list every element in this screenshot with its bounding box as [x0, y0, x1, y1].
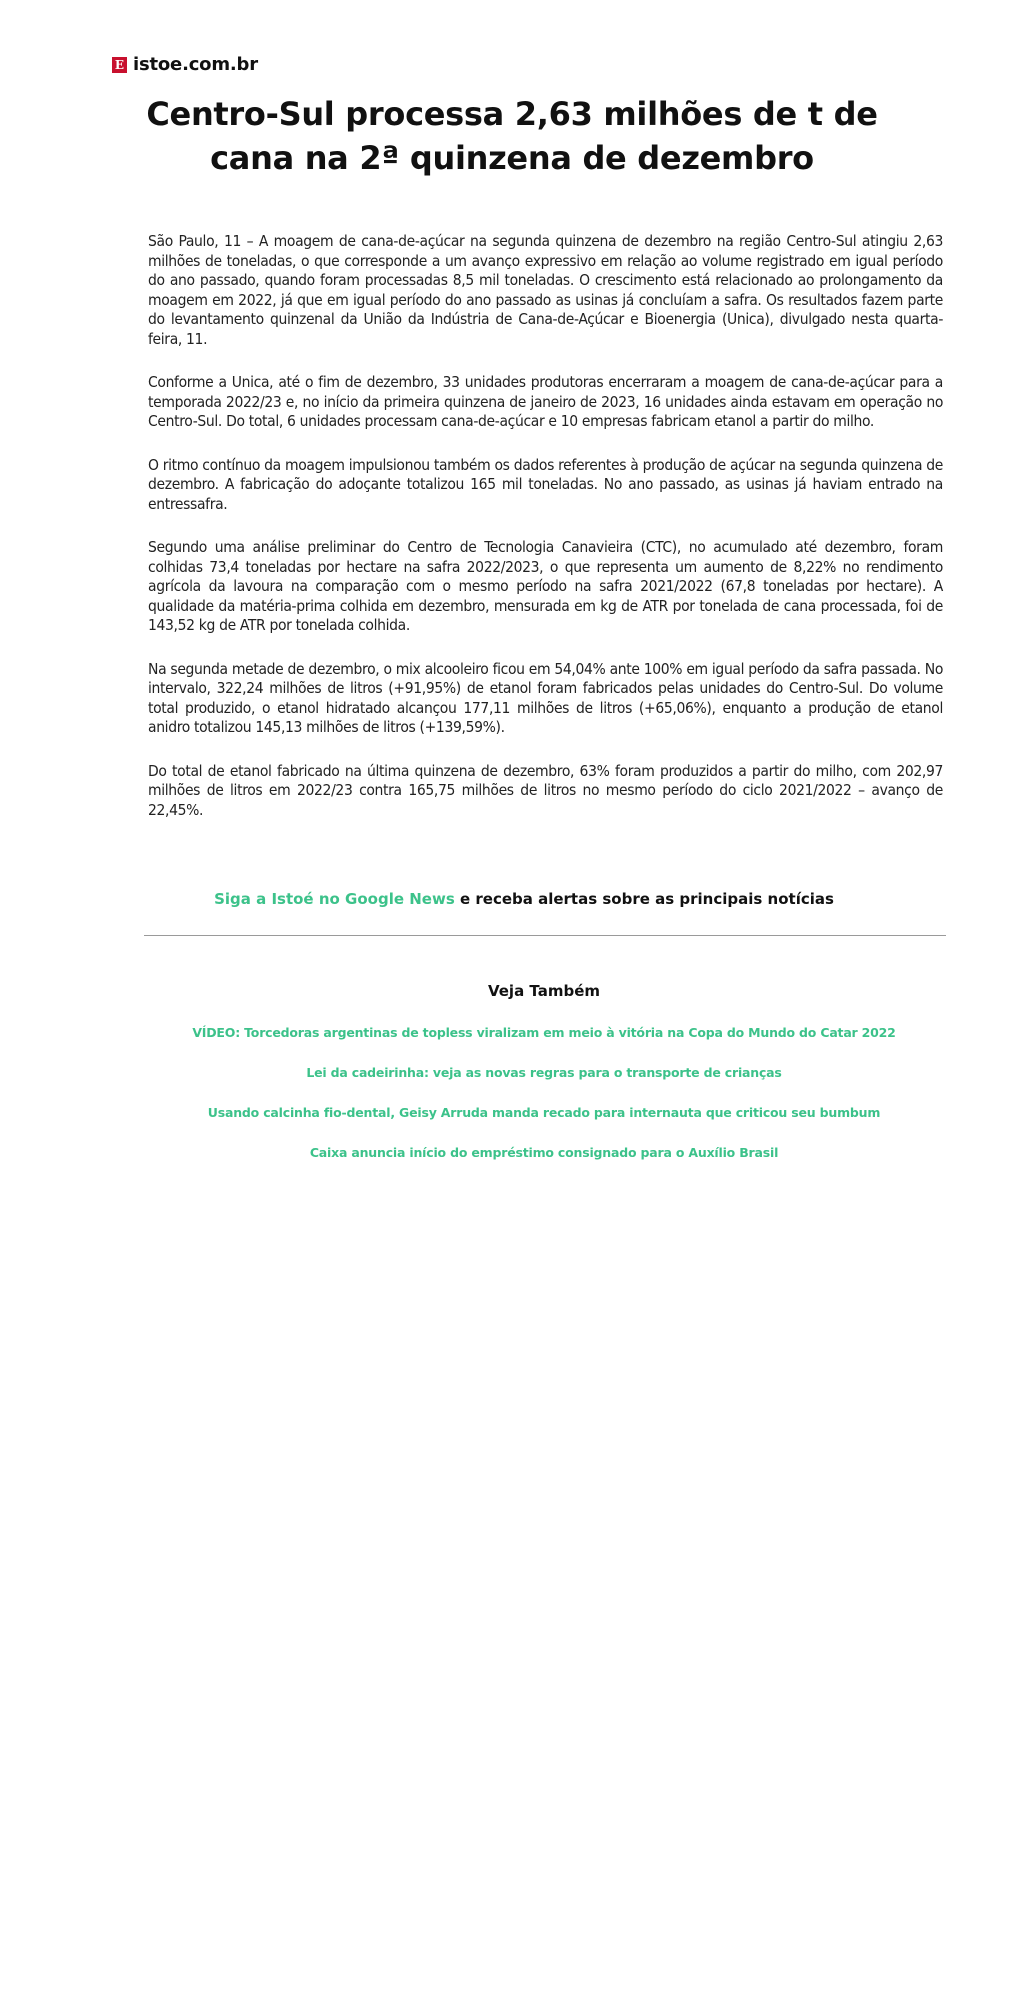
related-title: Veja Também — [487, 982, 601, 1000]
site-header — [112, 52, 258, 76]
related-link[interactable]: VÍDEO: Torcedoras argentinas de topless viralizam em meio à vitória na Copa do Mundo do Catar 2022 — [192, 1025, 896, 1040]
related-list — [112, 1022, 976, 1182]
related-item — [112, 1102, 976, 1142]
related-item — [112, 1062, 976, 1102]
related-articles — [112, 982, 976, 1182]
google-news-cta-text: e receba alertas sobre as principais notícias — [454, 890, 834, 908]
google-news-link[interactable]: Siga a Istoé no Google News — [214, 890, 455, 908]
article-body — [148, 232, 943, 844]
related-link[interactable]: Usando calcinha fio-dental, Geisy Arruda manda recado para internauta que criticou seu bumbum — [207, 1105, 881, 1120]
article-paragraph: O ritmo contínuo da moagem impulsionou também os dados referentes à produção de açúcar na segunda quinzena de dezembro. A fabricação do adoçante totalizou 165 mil toneladas. No ano passado, as usinas já haviam entrado na entressafra. — [148, 455, 943, 513]
section-divider — [144, 935, 946, 936]
istoe-logo-icon[interactable]: E — [112, 57, 127, 73]
related-item — [112, 1022, 976, 1062]
article-paragraph: Conforme a Unica, até o fim de dezembro, 33 unidades produtoras encerraram a moagem de cana-de-açúcar para a temporada 2022/23 e, no início da primeira quinzena de janeiro de 2023, 16 unidades ainda estavam em operação no Centro-Sul. Do total, 6 unidades processam cana-de-açúcar e 10 empresas fabricam etanol a partir do milho. — [148, 373, 943, 430]
related-link[interactable]: Lei da cadeirinha: veja as novas regras para o transporte de crianças — [306, 1065, 782, 1080]
article-paragraph: Segundo uma análise preliminar do Centro de Tecnologia Canavieira (CTC), no acumulado até dezembro, foram colhidas 73,4 toneladas por hectare na safra 2022/2023, o que representa um aumento de 8,22% no rendimento agrícola da lavoura na comparação com o mesmo período na safra 2021/2022 (67,8 toneladas por hectare). A qualidade da matéria-prima colhida em dezembro, mensurada em kg de ATR por tonelada de cana processada, foi de 143,52 kg de ATR por tonelada colhida. — [148, 538, 943, 634]
article-paragraph: Do total de etanol fabricado na última quinzena de dezembro, 63% foram produzidos a partir do milho, com 202,97 milhões de litros em 2022/23 contra 165,75 milhões de litros no mesmo período do ciclo 2021/2022 – avanço de 22,45%. — [148, 761, 943, 819]
site-name-link[interactable]: istoe.com.br — [133, 53, 258, 75]
article-paragraph: Na segunda metade de dezembro, o mix alcooleiro ficou em 54,04% ante 100% em igual período da safra passada. No intervalo, 322,24 milhões de litros (+91,95%) de etanol foram fabricados pelas unidades do Centro-Sul. Do volume total produzido, o etanol hidratado alcançou 177,11 milhões de litros (+65,06%), enquanto a produção de etanol anidro totalizou 145,13 milhões de litros (+139,59%). — [148, 659, 943, 736]
related-link[interactable]: Caixa anuncia início do empréstimo consignado para o Auxílio Brasil — [309, 1145, 779, 1160]
article-title: Centro-Sul processa 2,63 milhões de t de cana na 2ª quinzena de dezembro — [146, 95, 878, 177]
related-item — [112, 1142, 976, 1182]
article-paragraph: São Paulo, 11 – A moagem de cana-de-açúcar na segunda quinzena de dezembro na região Centro-Sul atingiu 2,63 milhões de toneladas, o que corresponde a um avanço expressivo em relação ao volume registrado em igual período do ano passado, quando foram processadas 8,5 mil toneladas. O crescimento está relacionado ao prolongamento da moagem em 2022, já que em igual período do ano passado as usinas já concluíam a safra. Os resultados fazem parte do levantamento quinzenal da União da Indústria de Cana-de-Açúcar e Bioenergia (Unica), divulgado nesta quarta-feira, 11. — [148, 232, 943, 348]
google-news-cta — [112, 890, 936, 908]
